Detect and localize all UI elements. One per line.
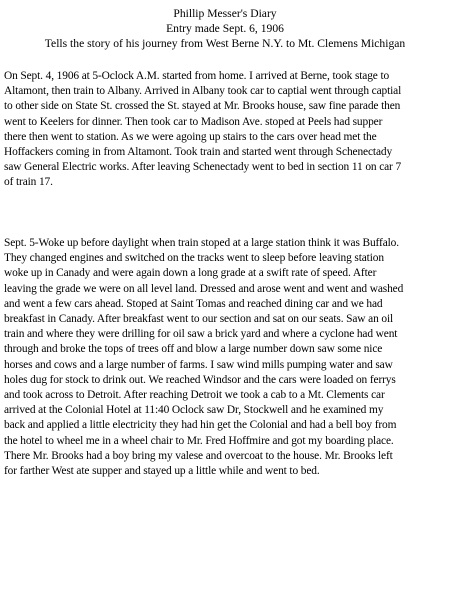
- text-line: train and where they were drilling for oil saw a brick yard and where a cyclone had went: [4, 328, 398, 341]
- text-line: On Sept. 4, 1906 at 5-Oclock A.M. started from home. I arrived at Berne, took stage to: [4, 70, 390, 82]
- text-line: Altamont, then train to Albany. Arrived in Albany took car to captial went through captial: [4, 85, 402, 98]
- text-line: woke up in Canady and were again down a long grade at a swift rate of speed. After: [4, 267, 377, 280]
- text-line: horses and cows and a large number of farms. I saw wind mills pumping water and saw: [4, 358, 393, 371]
- text-line: arrived at the Colonial Hotel at 11:40 Oclock saw Dr, Stockwell and he examined my: [4, 404, 384, 417]
- text-line: through and broke the tops of trees off and blow a large number down saw some nice: [4, 343, 383, 356]
- diary-header: [0, 6, 450, 51]
- text-line: They changed engines and switched on the tracks went to sleep before leaving station: [4, 252, 384, 265]
- text-line: breakfast in Canady. After breakfast went to our section and sat on our seats. Saw an oil: [4, 313, 394, 326]
- paragraph-sept-5: [4, 236, 448, 479]
- text-line: to other side on State St. crossed the St. stayed at Mr. Brooks house, saw fine parade then: [4, 100, 401, 113]
- text-line: of train 17.: [4, 176, 53, 189]
- text-line: holes dug for stock to drink out. We reached Windsor and the cars were loaded on ferrys: [4, 373, 396, 386]
- paragraph-text: [4, 69, 448, 191]
- text-line: saw General Electric works. After leaving Schenectady went to bed in section 11 on car 7: [4, 161, 402, 174]
- text-line: the hotel to wheel me in a wheel chair to Mr. Fred Hoffmire and got my boarding place.: [4, 434, 394, 447]
- text-line: for farther West ate supper and stayed up a little while and went to bed.: [4, 465, 320, 478]
- paragraph-text: [4, 236, 448, 479]
- entry-date: Entry made Sept. 6, 1906: [166, 22, 284, 35]
- text-line: there then went to station. As we were agoing up stairs to the cars over head met the: [4, 130, 377, 143]
- entry-summary: Tells the story of his journey from West Berne N.Y. to Mt. Clemens Michigan: [44, 37, 406, 50]
- text-line: went to Keelers for dinner. Then took car to Madison Ave. stoped at Peels had supper: [4, 115, 383, 128]
- text-line: Hoffackers coming in from Altamont. Took train and started went through Schenectady: [4, 146, 393, 159]
- text-line: back and applied a little electricity they had hin get the Colonial and had a bell boy from: [4, 419, 397, 432]
- text-line: There Mr. Brooks had a boy bring my valese and overcoat to the house. Mr. Brooks left: [4, 449, 393, 462]
- diary-title: Phillip Messer's Diary: [173, 7, 277, 20]
- paragraph-sept-4: [4, 69, 448, 191]
- text-line: Sept. 5-Woke up before daylight when train stoped at a large station think it was Buffalo.: [4, 237, 399, 249]
- text-line: and went a few cars ahead. Stoped at Saint Tomas and reached dining car and we had: [4, 297, 383, 310]
- text-line: and took across to Detroit. After reaching Detroit we took a cab to a Mt. Clements car: [4, 389, 385, 402]
- text-line: leaving the grade we were on all level land. Dressed and arose went and went and washed: [4, 282, 404, 295]
